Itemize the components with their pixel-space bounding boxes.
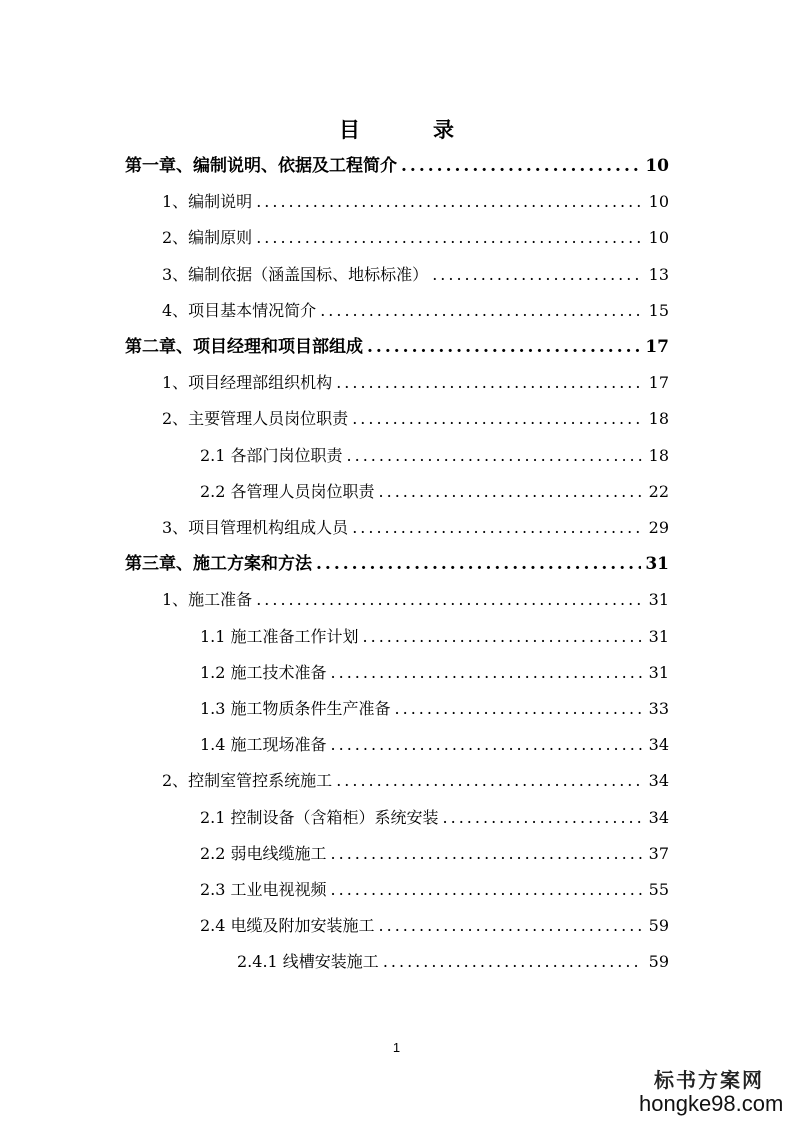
toc-entry-page-number: 13 <box>648 265 669 284</box>
toc-dot-leader <box>352 516 643 540</box>
toc-entry[interactable] <box>237 950 669 974</box>
toc-entry-label: 2、编制原则 <box>162 228 253 247</box>
toc-entry-page-number: 15 <box>648 301 669 320</box>
toc-entry-label: 第二章、项目经理和项目部组成 <box>125 337 363 357</box>
toc-entry-page-number: 10 <box>648 228 669 247</box>
toc-entry[interactable] <box>200 480 669 504</box>
toc-entry[interactable] <box>200 697 669 721</box>
toc-entry[interactable] <box>200 806 669 830</box>
toc-entry-page-number: 31 <box>648 590 669 609</box>
toc-entry-page-number: 29 <box>648 518 669 537</box>
toc-dot-leader <box>331 878 643 902</box>
toc-entry-label: 1、施工准备 <box>162 590 253 609</box>
toc-entry-label: 2.1 各部门岗位职责 <box>200 446 343 465</box>
toc-dot-leader <box>352 407 643 431</box>
toc-entry-label: 3、项目管理机构组成人员 <box>162 518 349 537</box>
toc-entry[interactable] <box>162 190 669 214</box>
toc-chapter-entry[interactable] <box>125 335 669 359</box>
toc-entry-page-number: 31 <box>648 627 669 646</box>
toc-entry[interactable] <box>162 263 669 287</box>
watermark-logo <box>639 1068 784 1116</box>
toc-dot-leader <box>379 914 643 938</box>
toc-entry-label: 2.4 电缆及附加安装施工 <box>200 916 375 935</box>
toc-entry-page-number: 59 <box>648 952 669 971</box>
toc-dot-leader <box>383 950 643 974</box>
toc-entry-label: 1、项目经理部组织机构 <box>162 373 333 392</box>
toc-entry[interactable] <box>200 842 669 866</box>
page-number: 1 <box>392 1040 401 1055</box>
toc-entry-label: 第一章、编制说明、依据及工程简介 <box>125 156 397 176</box>
toc-entry[interactable] <box>162 226 669 250</box>
watermark-url: hongke98.com <box>639 1091 784 1116</box>
page-title: 目 录 <box>339 117 480 142</box>
toc-entry-page-number: 37 <box>648 844 669 863</box>
toc-entry-page-number: 10 <box>648 192 669 211</box>
toc-entry[interactable] <box>200 733 669 757</box>
toc-dot-leader <box>331 733 643 757</box>
toc-dot-leader <box>363 625 643 649</box>
toc-entry-label: 第三章、施工方案和方法 <box>125 554 312 574</box>
toc-dot-leader <box>336 371 643 395</box>
toc-entry-page-number: 18 <box>648 446 669 465</box>
toc-entry-page-number: 18 <box>648 409 669 428</box>
toc-entry-label: 1.2 施工技术准备 <box>200 663 327 682</box>
toc-dot-leader <box>379 480 643 504</box>
toc-dot-leader <box>331 842 643 866</box>
toc-chapter-entry[interactable] <box>125 154 669 178</box>
toc-entry[interactable] <box>200 878 669 902</box>
toc-entry-page-number: 31 <box>645 554 669 574</box>
toc-entry-label: 2.3 工业电视视频 <box>200 880 327 899</box>
toc-entry-page-number: 10 <box>645 156 669 176</box>
toc-dot-leader <box>336 769 643 793</box>
watermark-title: 标书方案网 <box>654 1068 764 1092</box>
toc-dot-leader <box>395 697 643 721</box>
toc-entry-label: 2、主要管理人员岗位职责 <box>162 409 349 428</box>
toc-dot-leader <box>256 226 643 250</box>
toc-entry-page-number: 34 <box>648 735 669 754</box>
toc-entry-label: 2.2 弱电线缆施工 <box>200 844 327 863</box>
toc-entry-label: 1.4 施工现场准备 <box>200 735 327 754</box>
toc-entry[interactable] <box>162 588 669 612</box>
toc-entry-label: 1.1 施工准备工作计划 <box>200 627 359 646</box>
toc-entry-label: 3、编制依据（涵盖国标、地标标准） <box>162 265 429 284</box>
toc-entry-page-number: 55 <box>648 880 669 899</box>
toc-entry-label: 2.2 各管理人员岗位职责 <box>200 482 375 501</box>
toc-entry[interactable] <box>200 914 669 938</box>
toc-chapter-entry[interactable] <box>125 552 669 576</box>
toc-dot-leader <box>443 806 643 830</box>
toc-dot-leader <box>401 154 641 178</box>
toc-entry-label: 2、控制室管控系统施工 <box>162 771 333 790</box>
toc-entry-page-number: 34 <box>648 771 669 790</box>
toc-entry-page-number: 17 <box>645 337 669 357</box>
toc-entry[interactable] <box>200 444 669 468</box>
toc-dot-leader <box>331 661 643 685</box>
toc-entry-page-number: 59 <box>648 916 669 935</box>
toc-entry-page-number: 33 <box>648 699 669 718</box>
toc-dot-leader <box>256 588 643 612</box>
toc-entry[interactable] <box>162 371 669 395</box>
toc-dot-leader <box>367 335 641 359</box>
toc-entry[interactable] <box>162 407 669 431</box>
toc-entry-label: 4、项目基本情况简介 <box>162 301 317 320</box>
toc-entry-page-number: 34 <box>648 808 669 827</box>
toc-entry[interactable] <box>200 661 669 685</box>
toc-entry-label: 2.4.1 线槽安装施工 <box>237 952 379 971</box>
toc-dot-leader <box>256 190 643 214</box>
toc-entry[interactable] <box>162 299 669 323</box>
toc-entry-page-number: 31 <box>648 663 669 682</box>
toc-dot-leader <box>316 552 641 576</box>
toc-entry-label: 1、编制说明 <box>162 192 253 211</box>
toc-entry[interactable] <box>162 769 669 793</box>
toc-entry-page-number: 22 <box>648 482 669 501</box>
toc-entry[interactable] <box>162 516 669 540</box>
toc-entry-label: 1.3 施工物质条件生产准备 <box>200 699 391 718</box>
toc-dot-leader <box>347 444 643 468</box>
toc-dot-leader <box>320 299 643 323</box>
toc-entry-label: 2.1 控制设备（含箱柜）系统安装 <box>200 808 439 827</box>
toc-entry-page-number: 17 <box>648 373 669 392</box>
toc-entry[interactable] <box>200 625 669 649</box>
toc-dot-leader <box>432 263 643 287</box>
